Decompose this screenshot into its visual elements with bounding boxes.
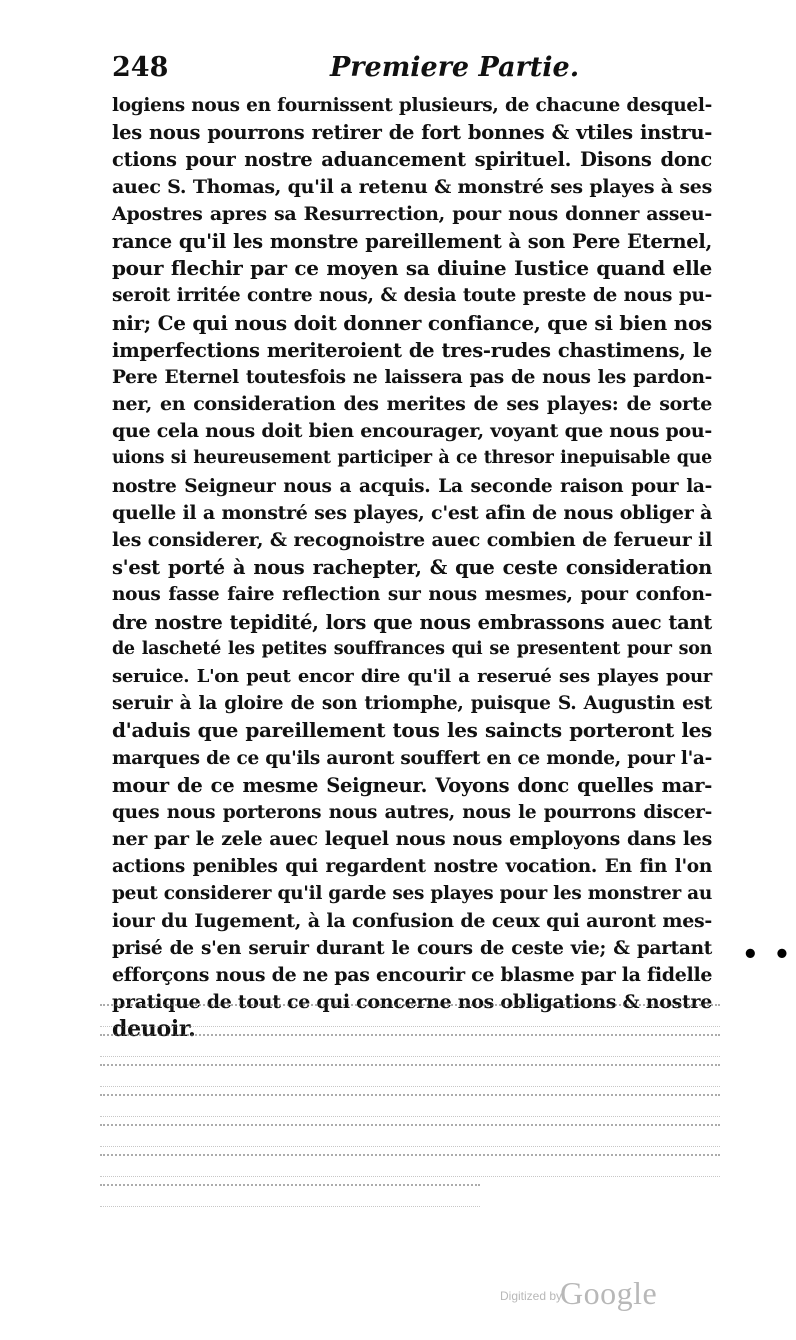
margin-dots: • •: [742, 940, 794, 970]
text-line: dre nostre tepidité, lors que nous embrassons auec tant: [112, 610, 712, 634]
text-line: ques nous porterons nous autres, nous le pourrons discer-: [112, 801, 712, 823]
digitized-by-label: Digitized by: [500, 1289, 563, 1303]
text-line: de lascheté les petites souffrances qui se presentent pour son: [112, 638, 712, 659]
text-line: logiens nous en fournissent plusieurs, de chacune desquel-: [112, 95, 712, 116]
bleed-line: [100, 1034, 720, 1057]
text-line: rance qu'il les monstre pareillement à son Pere Eternel,: [112, 229, 712, 253]
text-line: pour flechir par ce moyen sa diuine Iustice quand elle: [112, 256, 712, 281]
text-line: pratique de tout ce qui concerne nos obligations & nostre: [112, 991, 712, 1014]
text-line: Apostres apres sa Resurrection, pour nous donner asseu-: [112, 202, 712, 225]
text-line: iour du Iugement, à la confusion de ceux qui auront mes-: [112, 909, 712, 932]
text-line: que cela nous doit bien encourager, voyant que nous pou-: [112, 420, 712, 443]
text-line: uions si heureusement participer à ce thresor inepuisable que: [112, 448, 712, 469]
bleed-line: [100, 1184, 480, 1207]
text-line: nostre Seigneur nous a acquis. La seconde raison pour la-: [112, 475, 712, 497]
text-line: efforçons nous de ne pas encourir ce blasme par la fidelle: [112, 964, 713, 986]
text-line: mour de ce mesme Seigneur. Voyons donc quelles mar-: [112, 773, 712, 797]
text-line: peut considerer qu'il garde ses playes pour les monstrer au: [112, 883, 712, 905]
text-line: ner, en consideration des merites de ses playes: de sorte: [112, 393, 712, 416]
bleed-line: [100, 1154, 720, 1177]
text-line: nir; Ce qui nous doit donner confiance, que si bien nos: [112, 310, 712, 335]
running-head: [112, 52, 632, 92]
bleed-line: [100, 1124, 720, 1147]
text-line: Pere Eternel toutesfois ne laissera pas de nous les pardon-: [112, 366, 712, 388]
bleed-through-text: [100, 988, 720, 1218]
text-line: imperfections meriteroient de tres-rudes chastimens, le: [112, 338, 712, 362]
text-line: seruice. L'on peut encor dire qu'il a reserué ses playes pour: [112, 665, 712, 687]
running-title: Premiere Partie.: [330, 52, 580, 83]
text-line: prisé de s'en seruir durant le cours de ceste vie; & partant: [112, 937, 712, 959]
text-line: seroit irritée contre nous, & desia toute preste de nous pu-: [112, 285, 712, 307]
bleed-line: [100, 1094, 720, 1117]
body-text: [112, 92, 712, 1044]
digitized-stamp: [480, 1275, 680, 1315]
text-line: auec S. Thomas, qu'il a retenu & monstré ses playes à ses: [112, 175, 712, 198]
text-line: ner par le zele auec lequel nous nous employons dans les: [112, 828, 712, 851]
text-line: les considerer, & recognoistre auec combien de ferueur il: [112, 529, 712, 551]
text-line: nous fasse faire reflection sur nous mesmes, pour confon-: [112, 584, 712, 606]
bleed-line: [100, 1064, 720, 1087]
text-line: quelle il a monstré ses playes, c'est afin de nous obliger à: [112, 501, 712, 524]
bleed-line: [100, 1004, 720, 1027]
text-line: d'aduis que pareillement tous les saincts porteront les: [112, 718, 712, 743]
text-line: les nous pourrons retirer de fort bonnes & vtiles instru-: [112, 121, 712, 145]
text-line: s'est porté à nous rachepter, & que ceste consideration: [112, 556, 712, 580]
text-line: seruir à la gloire de son triomphe, puisque S. Augustin est: [112, 693, 712, 715]
page-number: 248: [112, 52, 169, 83]
google-logo: Google: [560, 1275, 658, 1311]
text-line: marques de ce qu'ils auront souffert en ce monde, pour l'a-: [112, 747, 712, 769]
text-line: ctions pour nostre aduancement spirituel. Disons donc: [112, 148, 712, 172]
text-line: actions penibles qui regardent nostre vocation. En fin l'on: [112, 856, 712, 878]
text-line-last: deuoir.: [112, 1016, 196, 1043]
